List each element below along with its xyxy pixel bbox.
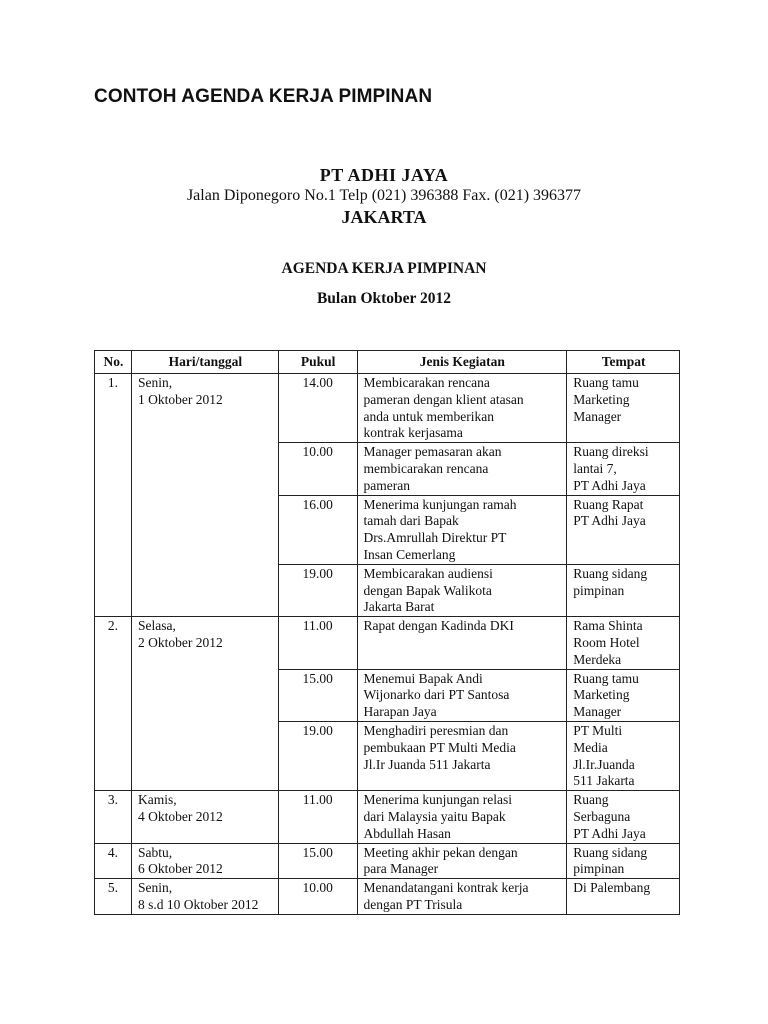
cell-line: dengan PT Trisula xyxy=(363,896,463,912)
row-number: 2. xyxy=(95,617,132,791)
event-time: 11.00 xyxy=(278,617,357,669)
event-activity xyxy=(357,617,567,669)
cell-line: Menandatangani kontrak kerja xyxy=(363,880,529,896)
cell-line: 511 Jakarta xyxy=(573,773,635,789)
header-time: Pukul xyxy=(278,351,357,374)
header-no: No. xyxy=(95,351,132,374)
cell-line: dengan Bapak Walikota xyxy=(363,582,492,598)
event-place xyxy=(567,495,680,564)
company-city: JAKARTA xyxy=(341,207,427,227)
table-header-row xyxy=(95,351,680,374)
row-date xyxy=(131,617,278,791)
cell-line: Room Hotel xyxy=(573,634,640,650)
cell-line: Membicarakan audiensi xyxy=(363,565,493,581)
cell-line: Wijonarko dari PT Santosa xyxy=(363,687,510,703)
cell-line: Menghadiri peresmian dan xyxy=(363,722,509,738)
event-activity xyxy=(357,879,567,915)
event-place xyxy=(567,374,680,443)
row-date xyxy=(131,879,278,915)
row-date xyxy=(131,374,278,617)
event-activity xyxy=(357,564,567,616)
table-row xyxy=(95,374,680,443)
event-time: 15.00 xyxy=(278,669,357,721)
event-place xyxy=(567,721,680,790)
cell-line: Manager pemasaran akan xyxy=(363,444,502,460)
event-activity xyxy=(357,495,567,564)
cell-line: Abdullah Hasan xyxy=(363,825,451,841)
header-date: Hari/tanggal xyxy=(131,351,278,374)
cell-line: Marketing xyxy=(573,687,630,703)
cell-line: Ruang tamu xyxy=(573,375,639,390)
cell-line: Ruang sidang xyxy=(573,565,648,581)
cell-line: pembukaan PT Multi Media xyxy=(363,739,516,755)
cell-line: Menerima kunjungan ramah xyxy=(363,496,517,512)
cell-line: kontrak kerjasama xyxy=(363,425,463,441)
cell-line: Selasa, xyxy=(137,618,176,634)
table-row xyxy=(95,879,680,915)
event-time: 11.00 xyxy=(278,791,357,843)
document-title: CONTOH AGENDA KERJA PIMPINAN xyxy=(94,86,433,107)
event-activity xyxy=(357,843,567,879)
event-time: 15.00 xyxy=(278,843,357,879)
event-place xyxy=(567,669,680,721)
cell-line: Jl.Ir Juanda 511 Jakarta xyxy=(363,756,491,772)
cell-line: 1 Oktober 2012 xyxy=(137,391,223,407)
cell-line: tamah dari Bapak xyxy=(363,513,459,529)
cell-line: Senin, xyxy=(137,375,173,390)
agenda-month: Bulan Oktober 2012 xyxy=(316,290,452,307)
row-number: 4. xyxy=(95,843,132,879)
cell-line: pameran dengan klient atasan xyxy=(363,391,524,407)
cell-line: Menerima kunjungan relasi xyxy=(363,792,512,808)
row-number: 5. xyxy=(95,879,132,915)
cell-line: para Manager xyxy=(363,861,439,877)
cell-line: 8 s.d 10 Oktober 2012 xyxy=(137,896,259,912)
cell-line: Ruang Rapat xyxy=(573,496,644,512)
event-activity xyxy=(357,374,567,443)
cell-line: membicarakan rencana xyxy=(363,460,489,476)
cell-line: Merdeka xyxy=(573,651,622,667)
cell-line: PT Adhi Jaya xyxy=(573,513,646,529)
cell-line: Meeting akhir pekan dengan xyxy=(363,844,518,860)
company-address: Jalan Diponegoro No.1 Telp (021) 396388 Fax. (021) 396377 xyxy=(186,187,582,204)
cell-line: Harapan Jaya xyxy=(363,704,437,720)
cell-line: pimpinan xyxy=(573,582,625,598)
cell-line: Jl.Ir.Juanda xyxy=(573,756,635,772)
cell-line: Kamis, xyxy=(137,792,177,808)
table-row xyxy=(95,791,680,843)
event-activity xyxy=(357,791,567,843)
cell-line: Drs.Amrullah Direktur PT xyxy=(363,530,507,546)
row-date xyxy=(131,791,278,843)
cell-line: pimpinan xyxy=(573,861,625,877)
cell-line: Manager xyxy=(573,704,622,720)
cell-line: anda untuk memberikan xyxy=(363,408,494,424)
event-activity xyxy=(357,669,567,721)
event-time: 14.00 xyxy=(278,374,357,443)
event-place xyxy=(567,843,680,879)
event-time: 19.00 xyxy=(278,564,357,616)
cell-line: Media xyxy=(573,739,608,755)
cell-line: Menemui Bapak Andi xyxy=(363,670,483,686)
event-place xyxy=(567,879,680,915)
cell-line: Senin, xyxy=(137,880,173,896)
cell-line: 2 Oktober 2012 xyxy=(137,634,223,650)
event-time: 10.00 xyxy=(278,443,357,495)
cell-line: PT Multi xyxy=(573,722,623,738)
cell-line: Sabtu, xyxy=(137,844,173,860)
cell-line: Ruang direksi xyxy=(573,444,649,460)
table-row xyxy=(95,843,680,879)
event-place xyxy=(567,564,680,616)
cell-line: Rama Shinta xyxy=(573,618,643,634)
agenda-title: AGENDA KERJA PIMPINAN xyxy=(281,260,487,277)
event-time: 16.00 xyxy=(278,495,357,564)
cell-line: Serbaguna xyxy=(573,808,631,824)
cell-line: Membicarakan rencana xyxy=(363,375,490,390)
cell-line: Di Palembang xyxy=(573,880,651,896)
event-place xyxy=(567,443,680,495)
table-row xyxy=(95,617,680,669)
cell-line: lantai 7, xyxy=(573,460,617,476)
cell-line: Ruang tamu xyxy=(573,670,639,686)
cell-line: pameran xyxy=(363,477,410,493)
cell-line: Jakarta Barat xyxy=(363,599,435,615)
header-activity: Jenis Kegiatan xyxy=(357,351,567,374)
event-activity xyxy=(357,721,567,790)
cell-line: Insan Cemerlang xyxy=(363,546,456,562)
cell-line: dari Malaysia yaitu Bapak xyxy=(363,808,506,824)
event-time: 10.00 xyxy=(278,879,357,915)
agenda-table xyxy=(94,350,680,915)
cell-line: PT Adhi Jaya xyxy=(573,477,646,493)
agenda-body xyxy=(95,374,680,915)
event-place xyxy=(567,791,680,843)
row-number: 1. xyxy=(95,374,132,617)
event-time: 19.00 xyxy=(278,721,357,790)
row-number: 3. xyxy=(95,791,132,843)
event-activity xyxy=(357,443,567,495)
cell-line: Manager xyxy=(573,408,622,424)
cell-line: Ruang sidang xyxy=(573,844,648,860)
row-date xyxy=(131,843,278,879)
cell-line: 4 Oktober 2012 xyxy=(137,808,223,824)
cell-line: PT Adhi Jaya xyxy=(573,825,646,841)
cell-line: Rapat dengan Kadinda DKI xyxy=(363,618,514,634)
header-place: Tempat xyxy=(567,351,680,374)
cell-line: Marketing xyxy=(573,391,630,407)
event-place xyxy=(567,617,680,669)
cell-line: Ruang xyxy=(573,792,609,808)
company-name: PT ADHI JAYA xyxy=(319,165,449,185)
cell-line: 6 Oktober 2012 xyxy=(137,861,223,877)
